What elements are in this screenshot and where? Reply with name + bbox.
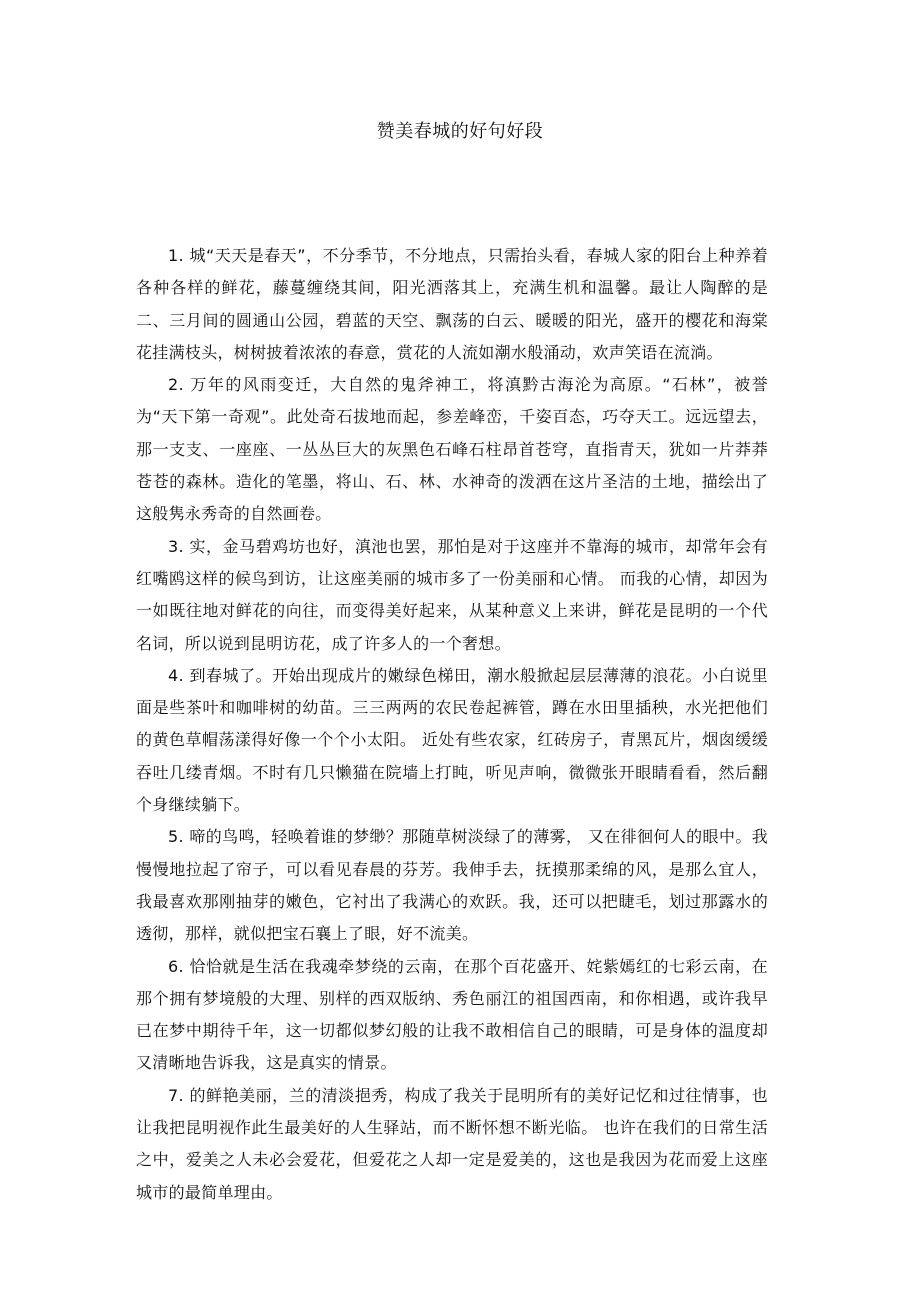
paragraph-7: 7. 的鲜艳美丽，兰的清淡挹秀，构成了我关于昆明所有的美好记忆和过往情事，也让我把昆明视作此生最美好的人生驿站，而不断怀想不断光临。 也许在我们的日常生活之中，爱美之人未必会爱花，但爱花之人却一定是爱美的，这也是我因为花而爱上这座城市的最简单理由。: [136, 1085, 768, 1202]
document-body: [136, 240, 768, 1209]
paragraph-6: 6. 恰恰就是生活在我魂牵梦绕的云南，在那个百花盛开、姹紫嫣红的七彩云南，在那个拥有梦境般的大理、别样的西双版纳、秀色丽江的祖国西南，和你相遇，或许我早已在梦中期待千年，这一切都似梦幻般的让我不敢相信自己的眼睛，可是身体的温度却又清晰地告诉我，这是真实的情景。: [136, 956, 768, 1073]
paragraph-2: 2. 万年的风雨变迁，大自然的鬼斧神工，将滇黔古海沦为高原。“石林”，被誉为“天下第一奇观”。此处奇石拔地而起，参差峰峦，千姿百态，巧夺天工。远远望去，那一支支、一座座、一丛丛巨大的灰黑色石峰石柱昂首苍穹，直指青天，犹如一片莽莽苍苍的森林。造化的笔墨，将山、石、林、水神奇的泼洒在这片圣洁的土地，描绘出了这般隽永秀奇的自然画卷。: [136, 375, 768, 524]
paragraph-4: 4. 到春城了。开始出现成片的嫩绿色梯田，潮水般掀起层层薄薄的浪花。小白说里面是些茶叶和咖啡树的幼苗。三三两两的农民卷起裤管，蹲在水田里插秧，水光把他们的黄色草帽荡漾得好像一个个小太阳。 近处有些农家，红砖房子，青黑瓦片，烟囱缓缓吞吐几缕青烟。不时有几只懒猫在院墙上打盹，听见声响，微微张开眼睛看看，然后翻个身继续躺下。: [136, 665, 768, 815]
paragraph-5: 5. 啼的鸟鸣，轻唤着谁的梦缈？那随草树淡绿了的薄雾， 又在徘徊何人的眼中。我慢慢地拉起了帘子，可以看见春晨的芬芳。我伸手去，抚摸那柔绵的风，是那么宜人，我最喜欢那刚抽芽的嫩色，它衬出了我满心的欢跃。我，还可以把睫毛，划过那露水的透彻，那样，就似把宝石襄上了眼，好不流美。: [136, 827, 768, 944]
document-title: 赞美春城的好句好段: [376, 121, 544, 142]
paragraph-3: 3. 实，金马碧鸡坊也好，滇池也罢，那怕是对于这座并不靠海的城市，却常年会有红嘴鸥这样的候鸟到访，让这座美丽的城市多了一份美丽和心情。 而我的心情，却因为一如既往地对鲜花的向往，而变得美好起来，从某种意义上来讲，鲜花是昆明的一个代名词，所以说到昆明访花，成了许多人的一个奢想。: [136, 536, 768, 653]
paragraph-1: 1. 城“天天是春天”，不分季节，不分地点，只需抬头看，春城人家的阳台上种养着各种各样的鲜花，藤蔓缠绕其间，阳光洒落其上，充满生机和温馨。最让人陶醉的是二、三月间的圆通山公园，碧蓝的天空、飘荡的白云、暖暖的阳光，盛开的樱花和海棠花挂满枝头，树树披着浓浓的春意，赏花的人流如潮水般涌动，欢声笑语在流淌。: [136, 246, 768, 362]
